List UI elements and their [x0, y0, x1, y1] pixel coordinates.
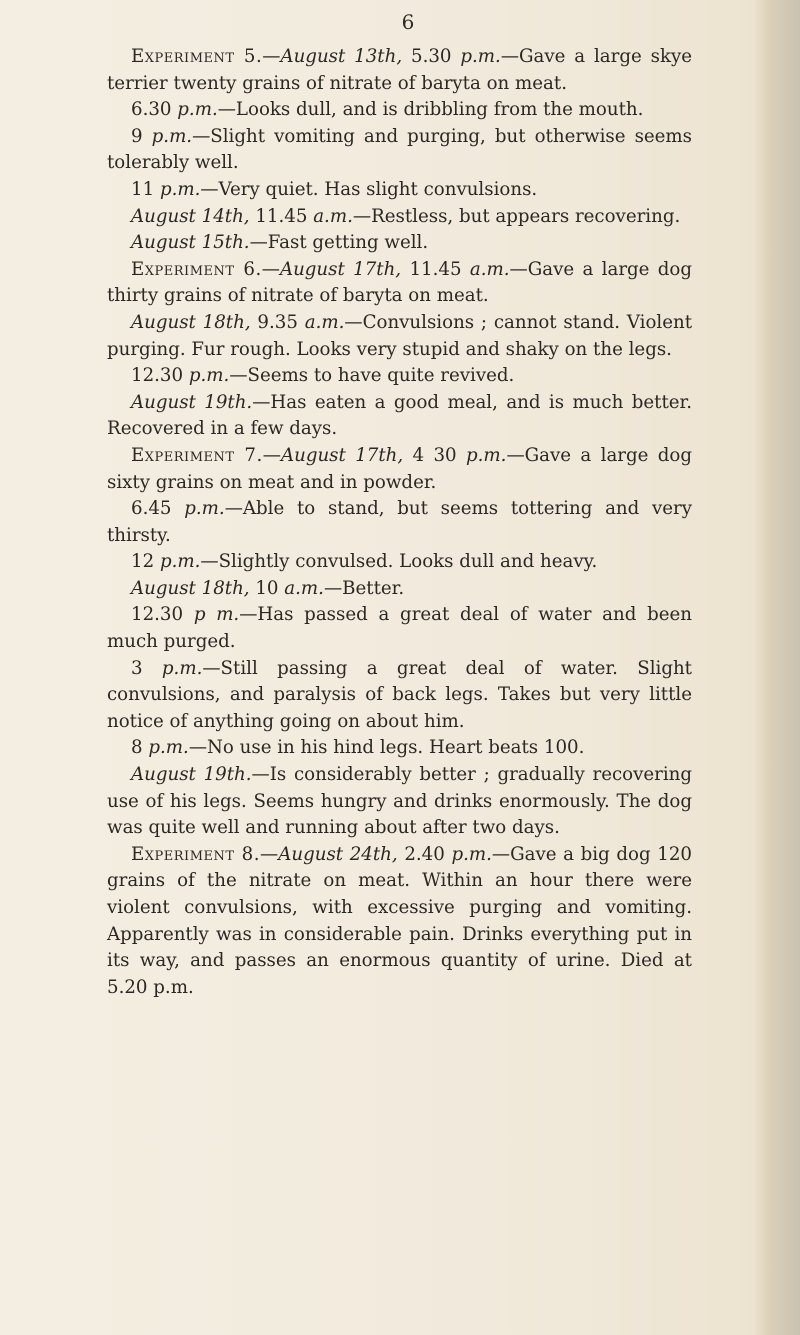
paragraph	[107, 310, 692, 363]
time-unit: p.m.	[460, 46, 501, 67]
entry-time: 11.45	[401, 258, 470, 280]
paragraph	[107, 656, 692, 736]
paragraph	[107, 443, 692, 496]
time-unit: a.m.	[469, 258, 510, 280]
experiment-heading: Experiment 8.	[131, 843, 261, 865]
entry-time: 10	[249, 577, 285, 599]
paragraph	[107, 762, 692, 842]
entry-time: 9	[131, 125, 152, 147]
entry-time: 12	[131, 551, 160, 573]
paragraph	[107, 842, 692, 1002]
entry-date: August 14th,	[131, 205, 250, 227]
paragraph	[107, 735, 692, 762]
separator: —	[262, 444, 281, 466]
entry-time: 3	[131, 657, 162, 679]
body-text	[107, 44, 692, 1001]
entry-text: —Convulsions ; cannot stand. Violent purging. Fur rough. Looks very stupid and shaky on the legs.	[107, 311, 692, 360]
entry-date: August 13th,	[280, 46, 403, 67]
time-unit: p.m.	[465, 444, 507, 466]
time-unit: a.m.	[304, 311, 345, 333]
entry-time: 12.30	[131, 604, 194, 626]
time-unit: p.m.	[188, 365, 230, 387]
time-unit: p.m.	[151, 125, 193, 147]
paragraph	[107, 549, 692, 576]
time-unit: p.m.	[184, 498, 225, 520]
entry-time: 6.45	[131, 498, 185, 520]
page-number: 6	[401, 10, 415, 34]
entry-text: —Better.	[323, 577, 405, 599]
entry-time: 2.40	[397, 843, 452, 865]
time-unit: p.m.	[177, 99, 218, 121]
time-unit: p.m.	[161, 657, 203, 679]
entry-text: —Restless, but appears recovering.	[352, 205, 681, 227]
entry-text: —Looks dull, and is dribbling from the mouth.	[217, 99, 644, 121]
paragraph	[107, 257, 692, 310]
entry-text: —No use in his hind legs. Heart beats 100.	[188, 737, 585, 759]
entry-time: 4 30	[403, 444, 466, 466]
entry-date: August 15th.	[131, 232, 250, 254]
paragraph	[107, 363, 692, 390]
entry-date: August 17th,	[279, 258, 402, 280]
paragraph	[107, 177, 692, 204]
paragraph	[107, 204, 692, 231]
separator: —	[260, 843, 279, 865]
entry-text: —Gave a big dog 120 grains of the nitrate on meat. Within an hour there were violent convulsions, with excessive purging and vomiting. Apparently was in considerable pain. Drinks everything put in its way, and passes an enormous quantity of urine. Died at 5.20 p.m.	[107, 843, 692, 998]
time-unit: a.m.	[284, 577, 324, 599]
paragraph	[107, 230, 692, 257]
entry-date: August 19th.	[131, 764, 252, 786]
paragraph	[107, 576, 692, 603]
entry-time: 6.30	[131, 99, 178, 121]
experiment-heading: Experiment 6.	[131, 258, 262, 280]
paragraph	[107, 97, 692, 124]
entry-text: —Gave a large dog sixty grains on meat and in powder.	[107, 444, 692, 493]
entry-time: 11.45	[249, 205, 314, 227]
entry-date: August 19th.	[131, 391, 253, 413]
entry-date: August 18th,	[131, 311, 251, 333]
entry-text: —Gave a large skye terrier twenty grains of nitrate of baryta on meat.	[107, 46, 693, 94]
entry-time: 8	[131, 737, 149, 759]
time-unit: p.m.	[159, 551, 201, 573]
entry-text: —Has passed a great deal of water and been much purged.	[107, 604, 692, 653]
entry-text: —Has eaten a good meal, and is much better. Recovered in a few days.	[107, 391, 692, 440]
entry-time: 12.30	[131, 365, 189, 387]
entry-time: 11	[131, 178, 160, 200]
paragraph	[107, 390, 692, 443]
separator: —	[261, 258, 280, 280]
time-unit: a.m.	[313, 205, 353, 227]
separator: —	[262, 46, 281, 67]
paragraph	[107, 602, 692, 655]
experiment-heading: Experiment 7.	[131, 444, 263, 466]
entry-text: —Still passing a great deal of water. Slight convulsions, and paralysis of back legs. Takes but very little notice of anything going on about him.	[107, 657, 692, 732]
time-unit: p.m.	[159, 178, 201, 200]
entry-text: —Gave a large dog thirty grains of nitrate of baryta on meat.	[107, 258, 692, 307]
entry-text: —Able to stand, but seems tottering and very thirsty.	[107, 498, 693, 546]
entry-time: 9.35	[250, 311, 305, 333]
entry-text: —Is considerably better ; gradually recovering use of his legs. Seems hungry and drinks enormously. The dog was quite well and running about after two days.	[107, 764, 692, 839]
time-unit: p.m.	[451, 843, 492, 865]
entry-text: —Fast getting well.	[249, 232, 429, 254]
time-unit: p m.	[193, 604, 240, 626]
time-unit: p.m.	[148, 737, 189, 759]
paragraph	[107, 124, 692, 177]
entry-text: —Slight vomiting and purging, but otherwise seems tolerably well.	[107, 125, 693, 174]
entry-text: —Slightly convulsed. Looks dull and heavy.	[200, 551, 598, 573]
entry-text: —Seems to have quite revived.	[229, 365, 515, 387]
entry-date: August 24th,	[278, 843, 398, 865]
entry-time: 5.30	[402, 46, 461, 67]
experiment-heading: Experiment 5.	[131, 46, 263, 67]
entry-date: August 17th,	[280, 444, 404, 466]
paragraph	[107, 496, 692, 549]
paragraph	[107, 44, 692, 97]
entry-text: —Very quiet. Has slight convulsions.	[200, 178, 538, 200]
page-edge-shadow	[754, 0, 800, 1335]
entry-date: August 18th,	[131, 577, 250, 599]
